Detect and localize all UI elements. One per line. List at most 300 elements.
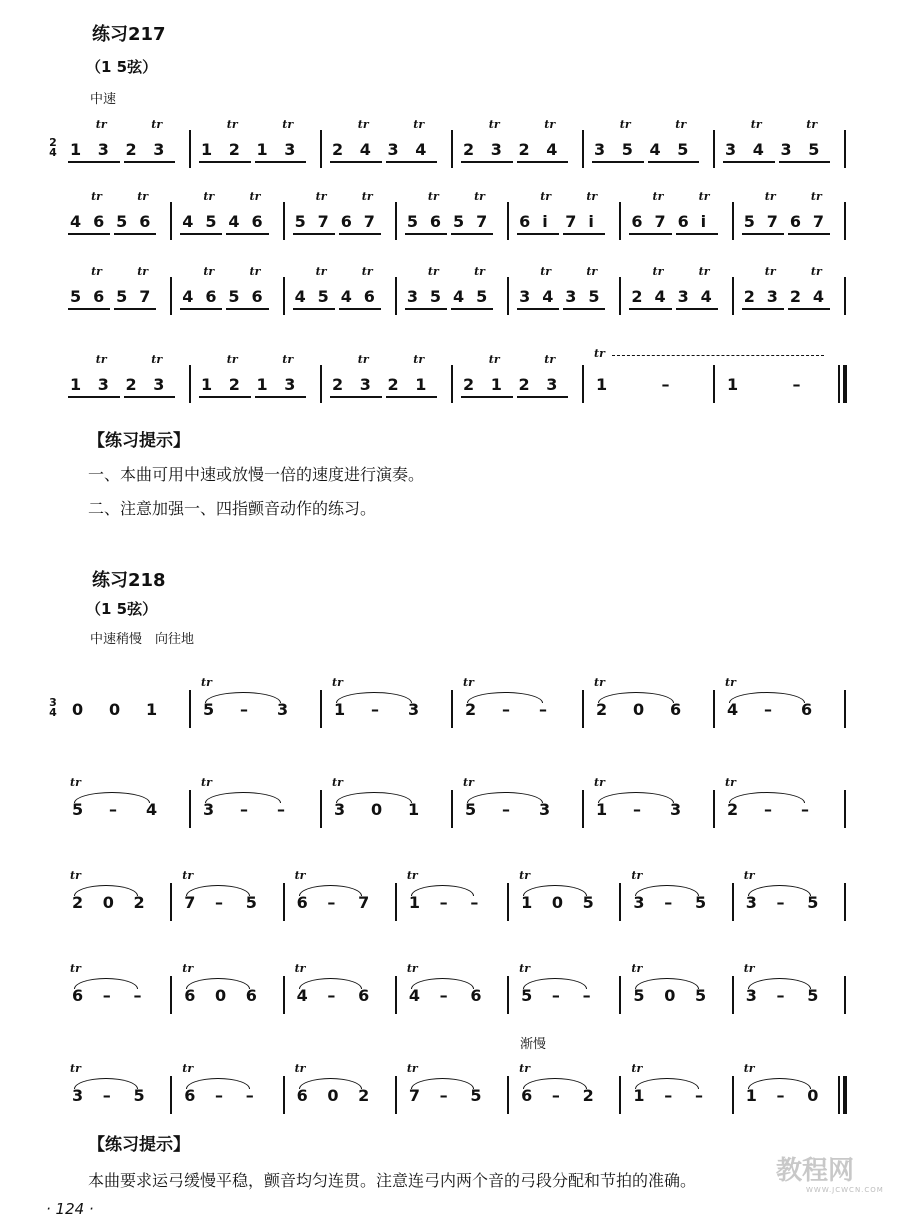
exercise-218-tip-1: 本曲要求运弓缓慢平稳，颤音均匀连贯。注意连弓内两个音的弓段分配和节拍的准确。 <box>88 1171 697 1190</box>
trill-mark: tr <box>182 962 194 975</box>
trill-mark: tr <box>544 118 556 131</box>
jianpu-note: – <box>776 893 785 912</box>
slur-arc <box>523 885 587 896</box>
jianpu-note: i <box>588 212 594 231</box>
jianpu-note: 1 <box>490 375 502 394</box>
exercise-217-tip-1: 一、本曲可用中速或放慢一倍的速度进行演奏。 <box>88 465 425 484</box>
jianpu-note: 5 <box>133 1086 145 1105</box>
barline <box>507 883 509 921</box>
jianpu-note: 3 <box>766 287 778 306</box>
jianpu-note: – <box>240 800 248 819</box>
exercise-217-tips-heading: 【练习提示】 <box>88 431 190 451</box>
trill-mark: tr <box>427 190 439 203</box>
jianpu-note: 7 <box>812 212 825 231</box>
trill-mark: tr <box>698 265 710 278</box>
beam-underline <box>330 161 382 163</box>
barline <box>732 883 734 921</box>
trill-mark: tr <box>698 190 710 203</box>
barline <box>320 690 322 728</box>
jianpu-note: 6 <box>251 212 263 231</box>
jianpu-note: 2 <box>387 375 399 394</box>
jianpu-note: 5 <box>476 287 488 306</box>
barline <box>189 690 191 728</box>
beam-underline <box>226 308 268 310</box>
jianpu-note: – <box>664 1086 673 1105</box>
jianpu-note: – <box>792 375 801 394</box>
jianpu-note: – <box>240 700 248 719</box>
jianpu-note: 2 <box>125 140 137 159</box>
jianpu-note: 5 <box>743 212 755 231</box>
jianpu-note: – <box>327 986 336 1005</box>
trill-mark: tr <box>519 962 531 975</box>
barline <box>395 976 397 1014</box>
jianpu-note: 5 <box>633 986 645 1005</box>
jianpu-note: 2 <box>228 375 240 394</box>
jianpu-note: 1 <box>727 375 739 394</box>
jianpu-note: 1 <box>745 1086 757 1105</box>
page-number: · 124 · <box>46 1200 94 1218</box>
trill-mark: tr <box>357 353 369 366</box>
beam-underline <box>461 161 513 163</box>
barline <box>844 976 846 1014</box>
jianpu-note: 1 <box>146 700 158 719</box>
beam-underline <box>255 161 307 163</box>
trill-mark: tr <box>544 353 556 366</box>
slur-arc <box>205 692 281 703</box>
slur-arc <box>748 978 812 989</box>
jianpu-note: – <box>102 1086 111 1105</box>
jianpu-note: – <box>582 986 591 1005</box>
slur-arc <box>598 792 674 803</box>
jianpu-note: 0 <box>371 800 383 819</box>
jianpu-note: 3 <box>153 140 165 159</box>
beam-underline <box>124 161 176 163</box>
trill-mark: tr <box>361 190 373 203</box>
jianpu-note: 4 <box>182 212 194 231</box>
barline <box>170 1076 172 1114</box>
jianpu-note: 3 <box>284 375 296 394</box>
trill-mark: tr <box>406 962 418 975</box>
beam-underline <box>339 308 381 310</box>
trill-mark: tr <box>586 190 598 203</box>
jianpu-note: 6 <box>296 893 308 912</box>
jianpu-note: 4 <box>415 140 427 159</box>
slur-arc <box>411 978 475 989</box>
jianpu-note: – <box>551 1086 560 1105</box>
barline <box>844 790 846 828</box>
jianpu-note: 6 <box>184 986 196 1005</box>
jianpu-note: 0 <box>327 1086 339 1105</box>
jianpu-note: 4 <box>182 287 194 306</box>
beam-underline <box>293 233 335 235</box>
trill-mark: tr <box>413 118 425 131</box>
jianpu-note: 7 <box>139 287 151 306</box>
jianpu-note: 2 <box>743 287 755 306</box>
slur-arc <box>598 692 674 703</box>
beam-underline <box>114 233 156 235</box>
trill-mark: tr <box>743 869 755 882</box>
jianpu-note: 6 <box>296 1086 308 1105</box>
beam-underline <box>180 308 222 310</box>
jianpu-note: 0 <box>807 1086 819 1105</box>
jianpu-note: 1 <box>256 375 268 394</box>
jianpu-note: 4 <box>146 800 158 819</box>
trill-mark: tr <box>810 265 822 278</box>
trill-mark: tr <box>725 676 736 689</box>
jianpu-note: 6 <box>93 287 105 306</box>
beam-underline <box>180 233 222 235</box>
trill-mark: tr <box>488 118 500 131</box>
trill-mark: tr <box>631 869 643 882</box>
jianpu-note: 5 <box>621 140 633 159</box>
jianpu-note: 1 <box>596 800 608 819</box>
jianpu-note: – <box>439 1086 448 1105</box>
jianpu-note: 5 <box>72 800 84 819</box>
beam-underline <box>68 308 110 310</box>
beam-underline <box>68 233 110 235</box>
jianpu-note: 5 <box>694 893 707 912</box>
beam-underline <box>517 161 569 163</box>
jianpu-note: 3 <box>780 140 792 159</box>
jianpu-note: 5 <box>245 893 257 912</box>
jianpu-note: 4 <box>453 287 465 306</box>
beam-underline <box>517 233 559 235</box>
trill-mark: tr <box>474 190 485 203</box>
beam-underline <box>405 233 447 235</box>
jianpu-note: 2 <box>789 287 801 306</box>
exercise-218-title: 练习218 <box>92 570 166 591</box>
barline <box>619 883 621 921</box>
slur-arc <box>299 885 363 896</box>
trill-mark: tr <box>540 265 552 278</box>
jianpu-note: 3 <box>203 800 215 819</box>
trill-mark: tr <box>203 190 215 203</box>
trill-mark: tr <box>361 265 373 278</box>
jianpu-note: 3 <box>153 375 165 394</box>
jianpu-note: 4 <box>294 287 306 306</box>
trill-mark: tr <box>70 1062 81 1075</box>
trill-mark: tr <box>652 190 664 203</box>
jianpu-note: 3 <box>490 140 502 159</box>
slur-arc <box>74 885 138 896</box>
beam-underline <box>330 396 382 398</box>
trill-mark: tr <box>201 776 212 789</box>
jianpu-note: – <box>215 1086 224 1105</box>
barline <box>320 365 322 403</box>
slur-arc <box>411 1078 475 1089</box>
barline <box>170 202 172 240</box>
jianpu-note: 7 <box>184 893 196 912</box>
jianpu-note: 3 <box>359 375 371 394</box>
slur-arc <box>336 692 412 703</box>
trill-mark: tr <box>226 353 238 366</box>
jianpu-note: 2 <box>631 287 643 306</box>
beam-underline <box>563 233 605 235</box>
beam-underline <box>386 161 438 163</box>
jianpu-note: 2 <box>463 375 475 394</box>
barline <box>582 130 584 168</box>
jianpu-note: 3 <box>594 140 606 159</box>
jianpu-note: 0 <box>551 893 564 912</box>
trill-mark: tr <box>294 1062 306 1075</box>
trill-mark: tr <box>427 265 439 278</box>
jianpu-note: – <box>664 893 673 912</box>
jianpu-note: 6 <box>677 212 689 231</box>
trill-mark: tr <box>406 1062 418 1075</box>
trill-mark: tr <box>413 353 425 366</box>
jianpu-note: 4 <box>340 287 352 306</box>
jianpu-note: 3 <box>565 287 577 306</box>
trill-mark: tr <box>743 1062 755 1075</box>
jianpu-note: 3 <box>408 700 420 719</box>
final-barline-thick <box>843 1076 847 1114</box>
jianpu-note: 5 <box>694 986 707 1005</box>
jianpu-note: – <box>371 700 379 719</box>
jianpu-note: 4 <box>408 986 420 1005</box>
time-signature-218: 3 4 <box>49 696 57 719</box>
exercise-218-strings: （1 5弦） <box>86 600 158 618</box>
jianpu-note: 5 <box>429 287 442 306</box>
jianpu-note: 3 <box>519 287 531 306</box>
slur-arc <box>748 1078 812 1089</box>
trill-mark: tr <box>586 265 598 278</box>
jianpu-note: 1 <box>415 375 427 394</box>
watermark-url: WWW.JCWCN.COM <box>806 1186 884 1194</box>
ritardando-label: 渐慢 <box>520 1037 547 1052</box>
barline <box>732 1076 734 1114</box>
beam-underline <box>226 233 268 235</box>
jianpu-note: 6 <box>429 212 442 231</box>
barline <box>320 790 322 828</box>
trill-mark: tr <box>619 118 631 131</box>
barline <box>320 130 322 168</box>
trill-mark: tr <box>182 869 194 882</box>
slur-arc <box>729 792 805 803</box>
jianpu-note: 5 <box>294 212 306 231</box>
barline <box>582 365 584 403</box>
jianpu-note: 5 <box>116 212 128 231</box>
time-signature-217: 2 4 <box>49 136 57 159</box>
barline <box>507 202 509 240</box>
trill-mark: tr <box>151 353 163 366</box>
jianpu-note: 6 <box>184 1086 196 1105</box>
jianpu-note: 6 <box>251 287 263 306</box>
exercise-217-strings: （1 5弦） <box>86 58 158 76</box>
trill-mark: tr <box>540 190 552 203</box>
trill-mark: tr <box>70 776 81 789</box>
jianpu-note: 6 <box>93 212 105 231</box>
trill-mark: tr <box>463 676 474 689</box>
trill-mark: tr <box>519 869 531 882</box>
jianpu-note: 1 <box>201 140 213 159</box>
trill-mark: tr <box>315 190 327 203</box>
beam-underline <box>461 396 513 398</box>
jianpu-note: 5 <box>116 287 128 306</box>
jianpu-note: – <box>764 700 772 719</box>
jianpu-note: 5 <box>582 893 594 912</box>
jianpu-note: – <box>470 893 479 912</box>
beam-underline <box>199 396 251 398</box>
watermark-logo: 教程网 <box>776 1156 855 1186</box>
jianpu-note: 4 <box>727 700 739 719</box>
beam-underline <box>648 161 700 163</box>
barline <box>451 790 453 828</box>
jianpu-note: 6 <box>521 1086 533 1105</box>
trill-mark: tr <box>70 962 81 975</box>
jianpu-note: 4 <box>70 212 82 231</box>
trill-mark: tr <box>294 869 306 882</box>
trill-mark: tr <box>249 190 261 203</box>
jianpu-note: 4 <box>228 212 240 231</box>
jianpu-note: 2 <box>727 800 739 819</box>
trill-mark: tr <box>91 190 102 203</box>
slur-arc <box>74 978 138 989</box>
jianpu-note: 2 <box>518 375 530 394</box>
jianpu-note: 5 <box>521 986 533 1005</box>
jianpu-note: – <box>776 1086 785 1105</box>
jianpu-note: 6 <box>72 986 84 1005</box>
jianpu-note: i <box>700 212 707 231</box>
trill-mark: tr <box>249 265 261 278</box>
jianpu-note: 3 <box>334 800 346 819</box>
barline <box>713 365 715 403</box>
slur-arc <box>523 978 587 989</box>
trill-extension <box>612 355 824 356</box>
jianpu-note: 1 <box>256 140 268 159</box>
jianpu-note: 7 <box>654 212 666 231</box>
jianpu-note: 5 <box>70 287 82 306</box>
jianpu-note: 2 <box>463 140 475 159</box>
exercise-218-tempo: 中速稍慢 向往地 <box>90 632 195 647</box>
beam-underline <box>339 233 381 235</box>
jianpu-note: 1 <box>408 893 420 912</box>
beam-underline <box>386 396 438 398</box>
slur-arc <box>635 978 699 989</box>
jianpu-note: 4 <box>700 287 712 306</box>
slur-arc <box>635 1078 699 1089</box>
slur-arc <box>336 792 412 803</box>
barline <box>395 202 397 240</box>
jianpu-note: 6 <box>358 986 370 1005</box>
jianpu-note: 3 <box>97 140 109 159</box>
trill-mark: tr <box>137 190 149 203</box>
barline <box>189 130 191 168</box>
jianpu-note: 2 <box>596 700 608 719</box>
barline <box>395 883 397 921</box>
trill-mark: tr <box>332 776 343 789</box>
jianpu-note: – <box>102 986 111 1005</box>
jianpu-note: 6 <box>470 986 482 1005</box>
jianpu-note: – <box>776 986 785 1005</box>
trill-mark: tr <box>70 869 81 882</box>
beam-underline <box>255 396 307 398</box>
trill-mark: tr <box>406 869 418 882</box>
beam-underline <box>676 233 718 235</box>
jianpu-note: 3 <box>677 287 689 306</box>
barline <box>713 130 715 168</box>
jianpu-note: 4 <box>812 287 825 306</box>
trill-mark: tr <box>743 962 755 975</box>
jianpu-note: – <box>109 800 117 819</box>
barline <box>451 365 453 403</box>
jianpu-note: 6 <box>245 986 257 1005</box>
jianpu-note: – <box>277 800 285 819</box>
jianpu-note: 2 <box>125 375 137 394</box>
trill-mark: tr <box>519 1062 531 1075</box>
jianpu-note: 5 <box>808 140 820 159</box>
jianpu-note: – <box>245 1086 254 1105</box>
jianpu-note: 3 <box>745 986 757 1005</box>
jianpu-note: 1 <box>408 800 420 819</box>
barline <box>451 690 453 728</box>
barline <box>170 883 172 921</box>
jianpu-note: 0 <box>102 893 114 912</box>
jianpu-note: 0 <box>633 700 645 719</box>
beam-underline <box>563 308 605 310</box>
trill-mark: tr <box>675 118 687 131</box>
jianpu-note: 3 <box>97 375 109 394</box>
beam-underline <box>451 308 493 310</box>
beam-underline <box>114 308 156 310</box>
jianpu-note: 1 <box>201 375 213 394</box>
barline <box>713 790 715 828</box>
trill-mark: tr <box>357 118 369 131</box>
exercise-218-tips-heading: 【练习提示】 <box>88 1135 190 1155</box>
barline <box>582 790 584 828</box>
barline <box>507 277 509 315</box>
jianpu-note: 1 <box>334 700 346 719</box>
jianpu-note: 1 <box>521 893 533 912</box>
trill-mark: tr <box>725 776 736 789</box>
jianpu-note: 6 <box>801 700 813 719</box>
slur-arc <box>523 1078 587 1089</box>
trill-mark: tr <box>91 265 102 278</box>
trill-mark: tr <box>594 776 605 789</box>
trill-mark: tr <box>332 676 343 689</box>
beam-underline <box>779 161 831 163</box>
jianpu-note: – <box>694 1086 703 1105</box>
barline <box>713 690 715 728</box>
jianpu-note: 1 <box>70 140 82 159</box>
barline <box>844 277 846 315</box>
beam-underline <box>199 161 251 163</box>
barline <box>619 1076 621 1114</box>
beam-underline <box>629 233 671 235</box>
jianpu-note: 5 <box>470 1086 482 1105</box>
slur-arc <box>299 1078 363 1089</box>
barline <box>507 976 509 1014</box>
jianpu-note: 5 <box>203 700 215 719</box>
barline <box>189 365 191 403</box>
jianpu-note: 3 <box>284 140 296 159</box>
jianpu-note: – <box>133 986 142 1005</box>
slur-arc <box>205 792 281 803</box>
beam-underline <box>451 233 493 235</box>
barline <box>732 976 734 1014</box>
jianpu-note: 3 <box>72 1086 84 1105</box>
jianpu-note: 5 <box>588 287 600 306</box>
barline <box>170 277 172 315</box>
jianpu-note: 6 <box>519 212 531 231</box>
slur-arc <box>635 885 699 896</box>
trill-mark: tr <box>315 265 327 278</box>
trill-mark: tr <box>764 265 776 278</box>
jianpu-note: 7 <box>408 1086 420 1105</box>
barline <box>283 976 285 1014</box>
beam-underline <box>592 161 644 163</box>
beam-underline <box>517 308 559 310</box>
jianpu-note: 6 <box>670 700 682 719</box>
